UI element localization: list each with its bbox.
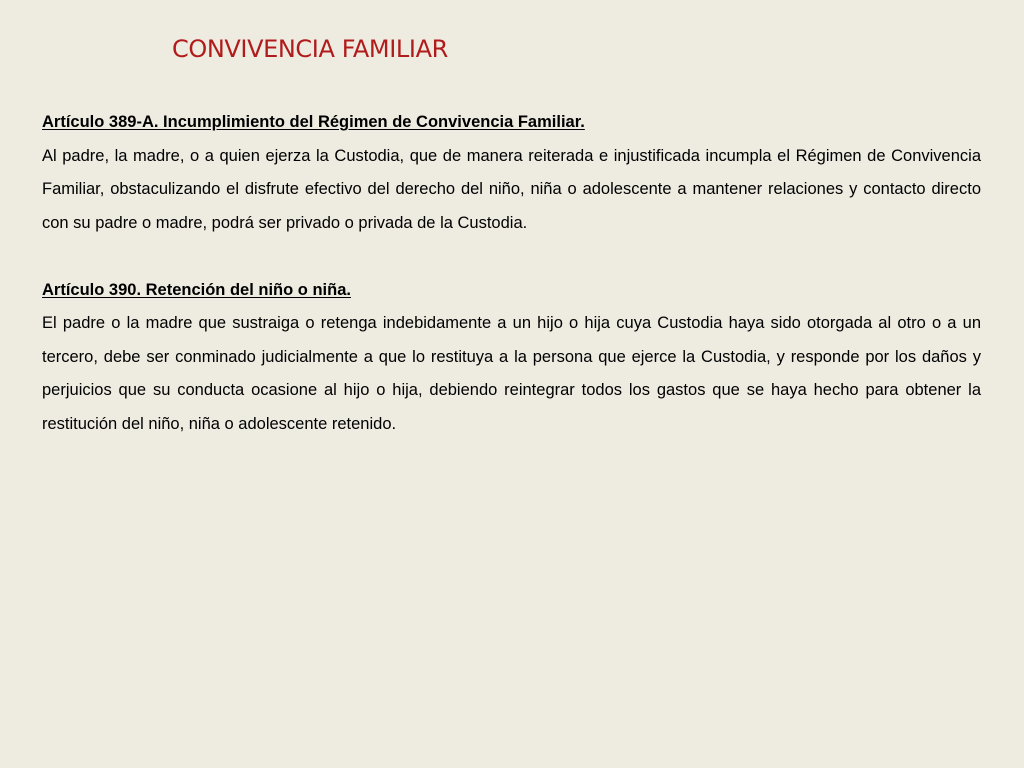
article-389a-body: Al padre, la madre, o a quien ejerza la Custodia, que de manera reiterada e injustificada incumpla el Régimen de Convivencia Familiar, obstaculizando el disfrute efectivo del derecho del niño, niña o adolescente a mantener relaciones y contacto directo con su padre o madre, podrá ser privado o privada de la Custodia. — [42, 146, 981, 232]
article-389a-heading: Artículo 389-A. Incumplimiento del Régimen de Convivencia Familiar. — [42, 113, 585, 131]
slide-title: CONVIVENCIA FAMILIAR — [172, 35, 448, 63]
slide-content — [42, 106, 981, 441]
article-390-body: El padre o la madre que sustraiga o retenga indebidamente a un hijo o hija cuya Custodia haya sido otorgada al otro o a un tercero, debe ser conminado judicialmente a que lo restituya a la persona que ejerce la Custodia, y responde por los daños y perjuicios que su conducta ocasione al hijo o hija, debiendo reintegrar todos los gastos que se haya hecho para obtener la restitución del niño, niña o adolescente retenido. — [42, 314, 981, 433]
article-390 — [42, 274, 981, 442]
article-389a — [42, 106, 981, 240]
article-390-heading: Artículo 390. Retención del niño o niña. — [42, 280, 351, 299]
